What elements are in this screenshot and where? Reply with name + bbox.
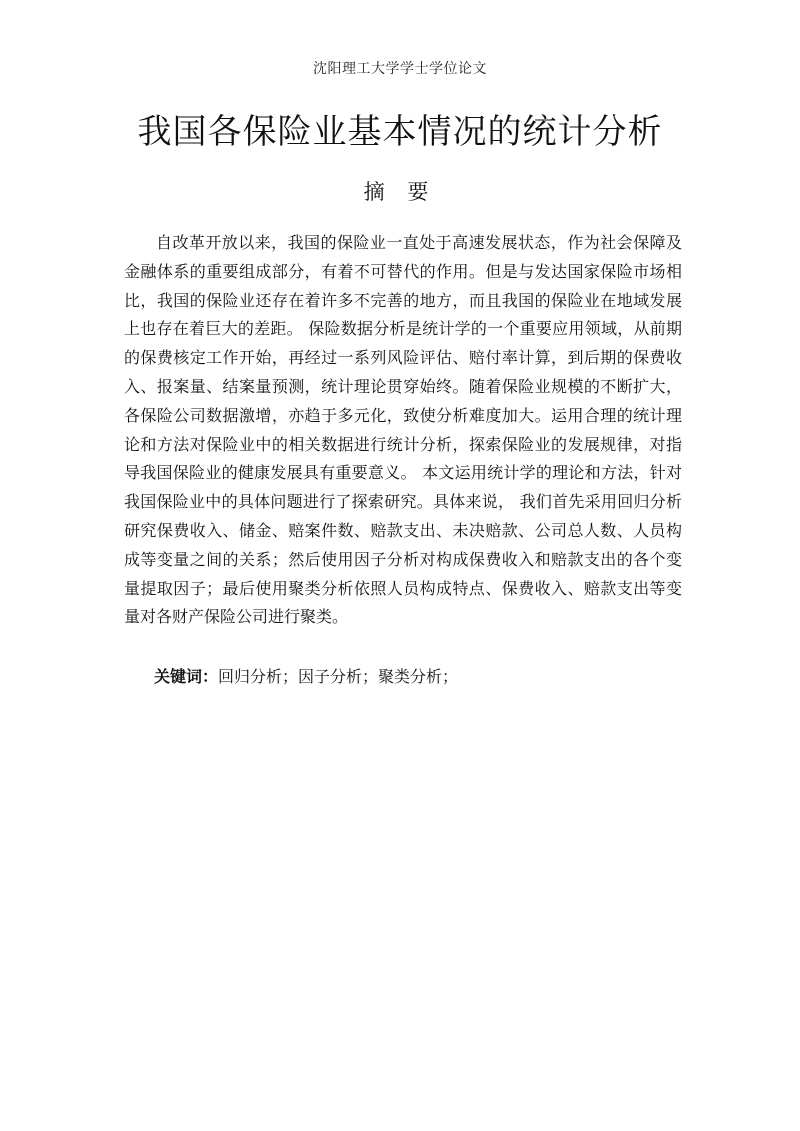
keywords-value: 回归分析；因子分析；聚类分析； — [218, 667, 459, 686]
keywords-line — [154, 664, 674, 687]
abstract-heading: 摘 要 — [363, 180, 437, 204]
running-header: 沈阳理工大学学士学位论文 — [313, 61, 487, 77]
keywords-label: 关键词： — [154, 667, 219, 686]
abstract-paragraph: 自改革开放以来，我国的保险业一直处于高速发展状态，作为社会保障及金融体系的重要组成部分，有着不可替代的作用。但是与发达国家保险市场相比，我国的保险业还存在着许多不完善的地方，而且我国的保险业在地域发展上也存在着巨大的差距。 保险数据分析是统计学的一个重要应用领域，从前期的保费核定工作开始，再经过一系列风险评估、赔付率计算，到后期的保费收入、报案量、结案量预测，统计理论贯穿始终。随着保险业规模的不断扩大，各保险公司数据激增，亦趋于多元化，致使分析难度加大。运用合理的统计理论和方法对保险业中的相关数据进行统计分析，探索保险业的发展规律，对指导我国保险业的健康发展具有重要意义。 本文运用统计学的理论和方法，针对我国保险业中的具体问题进行了探索研究。具体来说， 我们首先采用回归分析研究保费收入、储金、赔案件数、赔款支出、未决赔款、公司总人数、人员构成等变量之间的关系；然后使用因子分析对构成保费收入和赔款支出的各个变量提取因子；最后使用聚类分析依照人员构成特点、保费收入、赔款支出等变量对各财产保险公司进行聚类。 — [124, 233, 682, 627]
document-title: 我国各保险业基本情况的统计分析 — [137, 112, 663, 152]
